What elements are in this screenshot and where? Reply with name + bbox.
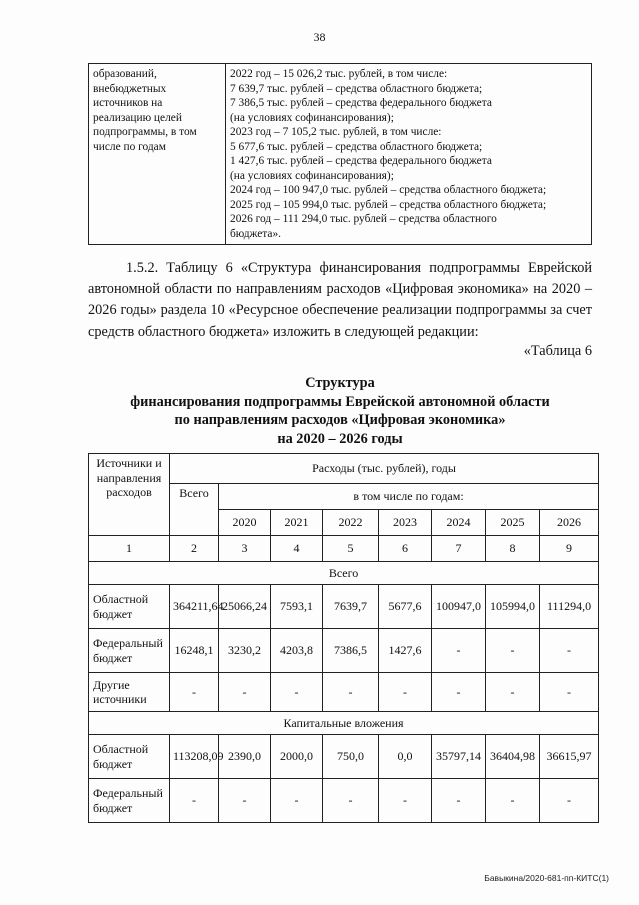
amount-line: 1 427,6 тыс. рублей – средства федерального бюджета <box>230 155 492 167</box>
cell-value: 100947,0 <box>432 585 486 629</box>
column-number: 4 <box>271 536 323 562</box>
cell-value: 2000,0 <box>271 735 323 779</box>
header-expenses: Расходы (тыс. рублей), годы <box>170 454 599 484</box>
funding-sources-label-cell <box>89 64 226 245</box>
cell-value: - <box>271 779 323 823</box>
cell-value: 36615,97 <box>540 735 599 779</box>
header-year: 2025 <box>486 510 540 536</box>
cell-value: - <box>323 673 379 712</box>
column-number: 2 <box>170 536 219 562</box>
amendment-paragraph: 1.5.2. Таблицу 6 «Структура финансирования подпрограммы Еврейской автономной области по направлениям расходов «Цифровая экономика» на 2020 – 2026 годы» раздела 10 «Ресурсное обеспечение реализации подпрограммы за счет средств областного бюджета» изложить в следующей редакции: <box>88 260 592 340</box>
amount-line: 7 639,7 тыс. рублей – средства областного бюджета; <box>230 82 483 95</box>
amount-line: 2024 год – 100 947,0 тыс. рублей – средства областного бюджета; <box>230 184 547 196</box>
cell-value: - <box>170 779 219 823</box>
document-footer: Бавыкина/2020-681-пп-КИТС(1) <box>484 873 609 883</box>
header-by-years: в том числе по годам: <box>219 484 599 510</box>
subprogram-passport-continuation <box>88 63 592 245</box>
amount-line: 7 386,5 тыс. рублей – средства федерального бюджета <box>230 97 492 109</box>
label-line: реализацию целей <box>93 111 182 124</box>
cell-value: 0,0 <box>379 735 432 779</box>
cell-value: 364211,64 <box>170 585 219 629</box>
cell-value: 25066,24 <box>219 585 271 629</box>
column-number: 9 <box>540 536 599 562</box>
cell-value: 5677,6 <box>379 585 432 629</box>
cell-value: - <box>540 673 599 712</box>
financing-structure-table <box>88 453 599 823</box>
cell-value: - <box>432 673 486 712</box>
header-year: 2023 <box>379 510 432 536</box>
cell-value: - <box>540 629 599 673</box>
cell-value: - <box>379 673 432 712</box>
row-label: Федеральный бюджет <box>89 779 170 823</box>
table-row <box>89 779 599 823</box>
column-number: 3 <box>219 536 271 562</box>
label-line: образований, <box>93 68 157 80</box>
page-number: 38 <box>313 30 326 44</box>
funding-amounts-cell <box>226 64 592 245</box>
cell-value: - <box>432 629 486 673</box>
row-label: Областной бюджет <box>89 735 170 779</box>
cell-value: 3230,2 <box>219 629 271 673</box>
row-label: Другие источники <box>89 673 170 712</box>
cell-value: 111294,0 <box>540 585 599 629</box>
amount-line: (на условиях софинансирования); <box>230 169 394 182</box>
header-year: 2024 <box>432 510 486 536</box>
column-number: 6 <box>379 536 432 562</box>
section-title-total: Всего <box>89 562 599 585</box>
amount-line: бюджета». <box>230 227 282 240</box>
cell-value: 1427,6 <box>379 629 432 673</box>
cell-value: - <box>486 673 540 712</box>
heading-line: Структура <box>305 375 375 391</box>
table-row <box>89 585 599 629</box>
cell-value: 2390,0 <box>219 735 271 779</box>
cell-value: 16248,1 <box>170 629 219 673</box>
table-reference: «Таблица 6 <box>523 343 592 359</box>
table-row <box>89 673 599 712</box>
cell-value: 7639,7 <box>323 585 379 629</box>
cell-value: 113208,09 <box>170 735 219 779</box>
cell-value: 7386,5 <box>323 629 379 673</box>
column-number: 7 <box>432 536 486 562</box>
cell-value: - <box>432 779 486 823</box>
amount-line: 2023 год – 7 105,2 тыс. рублей, в том числе: <box>230 126 442 138</box>
cell-value: - <box>540 779 599 823</box>
cell-value: 105994,0 <box>486 585 540 629</box>
cell-value: - <box>486 779 540 823</box>
header-year: 2021 <box>271 510 323 536</box>
header-sources: Источники и направления расходов <box>89 454 170 536</box>
column-number: 5 <box>323 536 379 562</box>
section-title-capital: Капитальные вложения <box>89 712 599 735</box>
header-year: 2026 <box>540 510 599 536</box>
cell-value: - <box>170 673 219 712</box>
table-heading <box>88 374 592 448</box>
header-year: 2020 <box>219 510 271 536</box>
amount-line: 2022 год – 15 026,2 тыс. рублей, в том числе: <box>230 68 448 80</box>
heading-line: по направлениям расходов «Цифровая экономика» <box>174 412 506 428</box>
cell-value: 4203,8 <box>271 629 323 673</box>
amount-line: (на условиях софинансирования); <box>230 111 394 124</box>
column-number: 1 <box>89 536 170 562</box>
cell-value: 36404,98 <box>486 735 540 779</box>
column-number: 8 <box>486 536 540 562</box>
row-label: Областной бюджет <box>89 585 170 629</box>
heading-line: на 2020 – 2026 годы <box>277 430 403 447</box>
cell-value: - <box>219 673 271 712</box>
label-line: подпрограммы, в том <box>93 126 197 138</box>
header-year: 2022 <box>323 510 379 536</box>
amount-line: 2026 год – 111 294,0 тыс. рублей – средства областного <box>230 213 497 225</box>
label-line: источников на <box>93 97 163 109</box>
cell-value: - <box>219 779 271 823</box>
label-line: внебюджетных <box>93 82 167 95</box>
amount-line: 5 677,6 тыс. рублей – средства областного бюджета; <box>230 140 483 153</box>
cell-value: - <box>271 673 323 712</box>
amount-line: 2025 год – 105 994,0 тыс. рублей – средства областного бюджета; <box>230 198 547 211</box>
cell-value: 35797,14 <box>432 735 486 779</box>
cell-value: - <box>323 779 379 823</box>
heading-line: финансирования подпрограммы Еврейской автономной области <box>130 393 550 410</box>
cell-value: - <box>486 629 540 673</box>
header-total: Всего <box>170 484 219 536</box>
row-label: Федеральный бюджет <box>89 629 170 673</box>
label-line: числе по годам <box>93 140 166 153</box>
table-row <box>89 735 599 779</box>
cell-value: 750,0 <box>323 735 379 779</box>
cell-value: 7593,1 <box>271 585 323 629</box>
cell-value: - <box>379 779 432 823</box>
table-row <box>89 629 599 673</box>
